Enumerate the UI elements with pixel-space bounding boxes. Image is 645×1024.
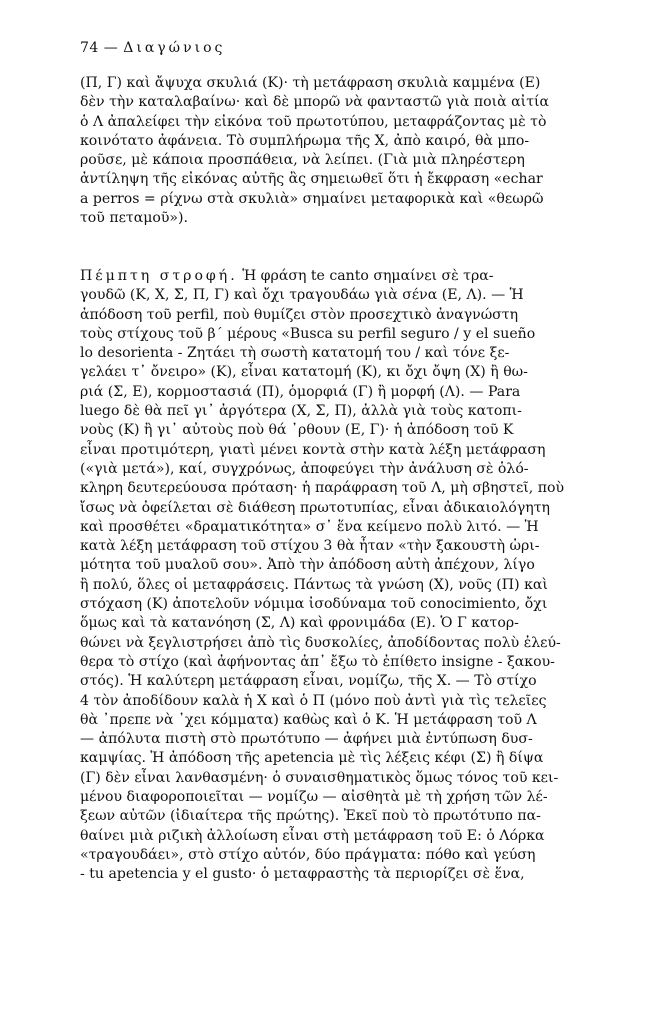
- text-line: (Π, Γ) καὶ ἄψυχα σκυλιά (Κ)· τὴ μετάφραση σκυλιὰ καμμένα (Ε): [80, 75, 541, 91]
- text-line: μένου διαφοροποιεῖται — νομίζω — αἰσθητὰ μὲ τὴ χρήση τῶν λέ-: [80, 789, 548, 806]
- text-line: νοὺς (Κ) ἢ γι᾽ αὐτοὺς ποὺ θά ᾽ρθουν (Ε, Γ)· ἡ ἀπόδοση τοῦ Κ: [80, 422, 514, 439]
- text-line: [80, 267, 620, 286]
- paragraph-2: [80, 267, 620, 885]
- text-line: ξεων αὐτῶν (ἰδιαίτερα τῆς πρώτης). Ἐκεῖ ποὺ τὸ πρωτότυπο πα-: [80, 808, 541, 825]
- text-line: κοινότατο ἀφάνεια. Τὸ συμπλήρωμα τῆς Χ, ἀπὸ καιρό, θὰ μπο-: [80, 132, 530, 149]
- text-line: — ἀπόλυτα πιστὴ στὸ πρωτότυπο — ἀφήνει μιὰ ἐντύπωση δυσ-: [80, 731, 533, 748]
- running-head: [80, 40, 225, 56]
- section-heading: Πέμπτη στροφή.: [80, 268, 238, 284]
- text-line: ριά (Σ, Ε), κορμοστασιά (Π), ὁμορφιά (Γ) ἢ μορφή (Λ). — Para: [80, 383, 521, 400]
- text-line: lo desorienta - Ζητάει τὴ σωστὴ κατατομή του / καὶ τόνε ξε-: [80, 345, 510, 362]
- running-head-separator: —: [103, 40, 119, 56]
- text-line: κατὰ λέξη μετάφραση τοῦ στίχου 3 θὰ ἦταν «τὴν ξακουστὴ ὡρι-: [80, 538, 540, 555]
- text-line: μότητα τοῦ μυαλοῦ σου». Ἀπὸ τὴν ἀπόδοση αὐτὴ ἀπέχουν, λίγο: [80, 557, 535, 574]
- text-line: ἢ πολύ, ὅλες οἱ μεταφράσεις. Πάντως τὰ γνώση (Χ), νοῦς (Π) καὶ: [80, 576, 548, 593]
- journal-title: Διαγώνιος: [123, 40, 226, 56]
- text-line: θερα τὸ στίχο (καὶ ἀφήνοντας ἀπ᾽ ἔξω τὸ ἐπίθετο insigne - ξακου-: [80, 653, 555, 670]
- page-number: 74: [80, 40, 99, 56]
- text-line: θώνει νὰ ξεγλιστρήσει ἀπὸ τὶς δυσκολίες, ἀποδίδοντας πολὺ ἐλεύ-: [80, 634, 561, 651]
- text-line-content: Ἡ φράση te canto σημαίνει σὲ τρα-: [242, 268, 494, 284]
- text-line: κληρη δευτερεύουσα πρόταση· ἡ παράφραση τοῦ Λ, μὴ σβηστεῖ, ποὺ: [80, 480, 565, 497]
- text-line: καὶ προσθέτει «δραματικότητα» σ᾽ ἕνα κείμενο πολὺ λιτό. — Ἡ: [80, 518, 539, 535]
- text-line: εἶναι προτιμότερη, γιατὶ μένει κοντὰ στὴν κατὰ λέξη μετάφραση: [80, 441, 546, 458]
- text-line: a perros = ρίχνω στὰ σκυλιὰ» σημαίνει μεταφορικὰ καὶ «θεωρῶ: [80, 190, 544, 207]
- text-line: ὁ Λ ἀπαλείφει τὴν εἰκόνα τοῦ πρωτοτύπου, μεταφράζοντας μὲ τὸ: [80, 113, 547, 130]
- text-line: ἀπόδοση τοῦ perfil, ποὺ θυμίζει στὸν προσεχτικὸ ἀναγνώστη: [80, 306, 519, 323]
- text-line: θαίνει μιὰ ριζικὴ ἀλλοίωση εἶναι στὴ μετάφραση τοῦ Ε: ὁ Λόρκα: [80, 827, 545, 844]
- text-line: στός). Ἡ καλύτερη μετάφραση εἶναι, νομίζω, τῆς Χ. — Τὸ στίχο: [80, 673, 537, 690]
- text-line: ὅμως καὶ τὰ κατανόηση (Σ, Λ) καὶ φρονιμάδα (Ε). Ὁ Γ κατορ-: [80, 615, 519, 632]
- text-line: ἀντίληψη τῆς εἰκόνας αὐτῆς ἂς σημειωθεῖ ὅτι ἡ ἔκφραση «echar: [80, 171, 543, 188]
- text-line: καμψίας. Ἡ ἀπόδοση τῆς apetencia μὲ τὶς λέξεις κέφι (Σ) ἢ δίψα: [80, 750, 544, 767]
- text-line: γελάει τ᾽ ὄνειρο» (Κ), εἶναι κατατομή (Κ), κι ὄχι ὄψη (Χ) ἢ θω-: [80, 364, 528, 381]
- text-line: δὲν τὴν καταλαβαίνω· καὶ δὲ μπορῶ νὰ φανταστῶ γιὰ ποιὰ αἰτία: [80, 94, 550, 111]
- text-line: τοὺς στίχους τοῦ β´ μέρους «Busca su perfil seguro / y el sueño: [80, 325, 536, 342]
- text-line: («γιὰ μετά»), καί, συγχρόνως, ἀποφεύγει τὴν ἀνάλυση σὲ ὁλό-: [80, 460, 529, 477]
- text-line: (Γ) δὲν εἶναι λανθασμένη· ὁ συναισθηματικὸς ὅμως τόνος τοῦ κει-: [80, 769, 559, 786]
- text-line: γουδῶ (Κ, Χ, Σ, Π, Γ) καὶ ὄχι τραγουδάω γιὰ σένα (Ε, Λ). — Ἡ: [80, 287, 524, 304]
- text-line: «τραγουδάει», στὸ στίχο αὐτόν, δύο πράγματα: πόθο καὶ γεύση: [80, 846, 536, 863]
- text-line: ἴσως νὰ ὀφείλεται σὲ διάθεση πρωτοτυπίας, εἶναι ἀδικαιολόγητη: [80, 499, 550, 516]
- text-line: luego δὲ θὰ πεῖ γι᾽ ἀργότερα (Χ, Σ, Π), ἀλλὰ γιὰ τοὺς κατοπι-: [80, 403, 522, 420]
- text-line: ροῦσε, μὲ κάποια προσπάθεια, νὰ λείπει. (Γιὰ μιὰ πληρέστερη: [80, 152, 525, 169]
- text-line: θὰ ᾽πρεπε νὰ ᾽χει κόμματα) καθὼς καὶ ὁ Κ. Ἡ μετάφραση τοῦ Λ: [80, 711, 537, 728]
- text-line: 4 τὸν ἀποδίδουν καλὰ ἡ Χ καὶ ὁ Π (μόνο ποὺ ἀντὶ γιὰ τὶς τελεῖες: [80, 692, 547, 709]
- text-line: στόχαση (Κ) ἀποτελοῦν νόμιμα ἰσοδύναμα τοῦ conocimiento, ὄχι: [80, 596, 548, 613]
- text-line: - tu apetencia y el gusto· ὁ μεταφραστὴς τὰ περιορίζει σὲ ἕνα,: [80, 866, 525, 883]
- paragraph-1: [80, 74, 620, 228]
- text-line: τοῦ πεταμοῦ»).: [80, 210, 189, 227]
